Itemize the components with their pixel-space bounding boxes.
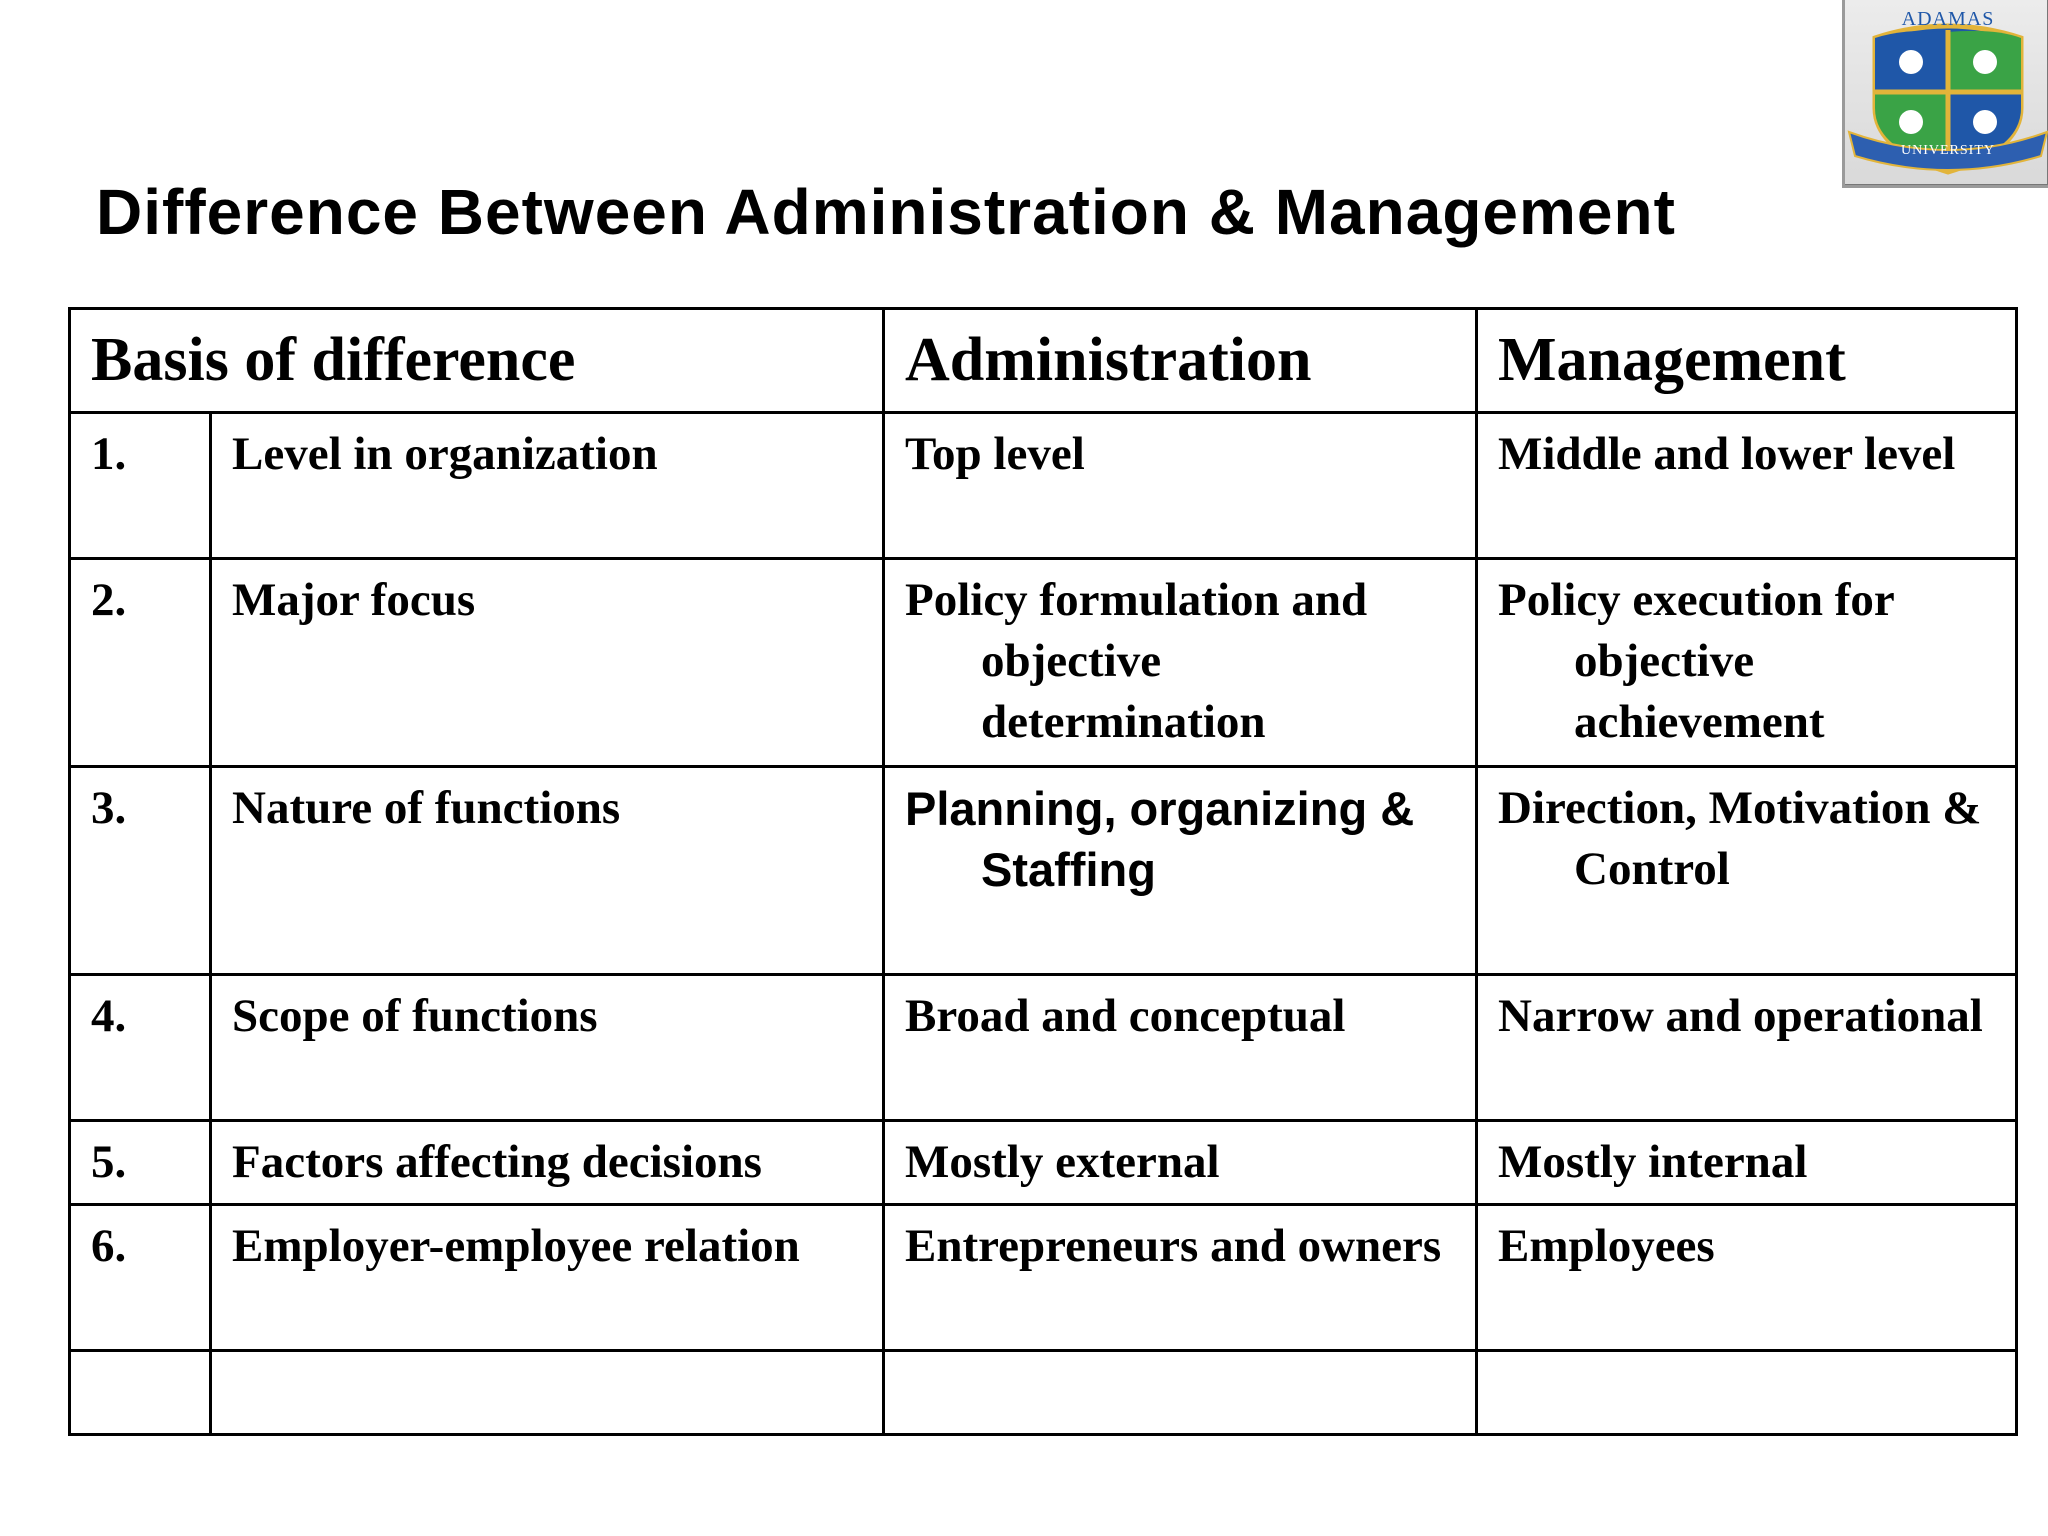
basis-cell: Employer-employee relation xyxy=(211,1205,884,1351)
basis-cell: Level in organization xyxy=(211,413,884,559)
administration-cell: Top level xyxy=(884,413,1477,559)
table-row xyxy=(70,975,2017,1121)
table-row xyxy=(70,413,2017,559)
row-number: 1. xyxy=(70,413,211,559)
management-cell xyxy=(1477,1351,2017,1435)
administration-cell: Mostly external xyxy=(884,1121,1477,1205)
table-row xyxy=(70,1205,2017,1351)
management-cell: Middle and lower level xyxy=(1477,413,2017,559)
management-cell: Direction, Motivation & Control xyxy=(1477,767,2017,975)
basis-cell: Nature of functions xyxy=(211,767,884,975)
row-number: 4. xyxy=(70,975,211,1121)
basis-cell: Factors affecting decisions xyxy=(211,1121,884,1205)
table-header-row xyxy=(70,309,2017,413)
management-cell: Narrow and operational xyxy=(1477,975,2017,1121)
header-administration: Administration xyxy=(884,309,1477,413)
administration-cell xyxy=(884,1351,1477,1435)
basis-cell: Major focus xyxy=(211,559,884,767)
administration-cell: Entrepreneurs and owners xyxy=(884,1205,1477,1351)
management-cell: Policy execution for objective achievement xyxy=(1477,559,2017,767)
row-number: 2. xyxy=(70,559,211,767)
table-row xyxy=(70,767,2017,975)
table-row xyxy=(70,1121,2017,1205)
row-number xyxy=(70,1351,211,1435)
management-cell: Employees xyxy=(1477,1205,2017,1351)
basis-cell xyxy=(211,1351,884,1435)
row-number: 5. xyxy=(70,1121,211,1205)
basis-cell: Scope of functions xyxy=(211,975,884,1121)
management-cell: Mostly internal xyxy=(1477,1121,2017,1205)
university-logo xyxy=(1842,0,2048,188)
administration-cell: Policy formulation and objective determination xyxy=(884,559,1477,767)
header-basis: Basis of difference xyxy=(70,309,884,413)
comparison-table xyxy=(68,307,2018,1436)
table-row xyxy=(70,559,2017,767)
table-row-empty xyxy=(70,1351,2017,1435)
administration-cell: Planning, organizing & Staffing xyxy=(884,767,1477,975)
row-number: 3. xyxy=(70,767,211,975)
administration-cell: Broad and conceptual xyxy=(884,975,1477,1121)
logo-top-text: ADAMAS xyxy=(1901,8,1995,30)
row-number: 6. xyxy=(70,1205,211,1351)
slide-title: Difference Between Administration & Management xyxy=(96,176,1676,248)
header-management: Management xyxy=(1477,309,2017,413)
logo-bottom-text: UNIVERSITY xyxy=(1901,143,1995,158)
